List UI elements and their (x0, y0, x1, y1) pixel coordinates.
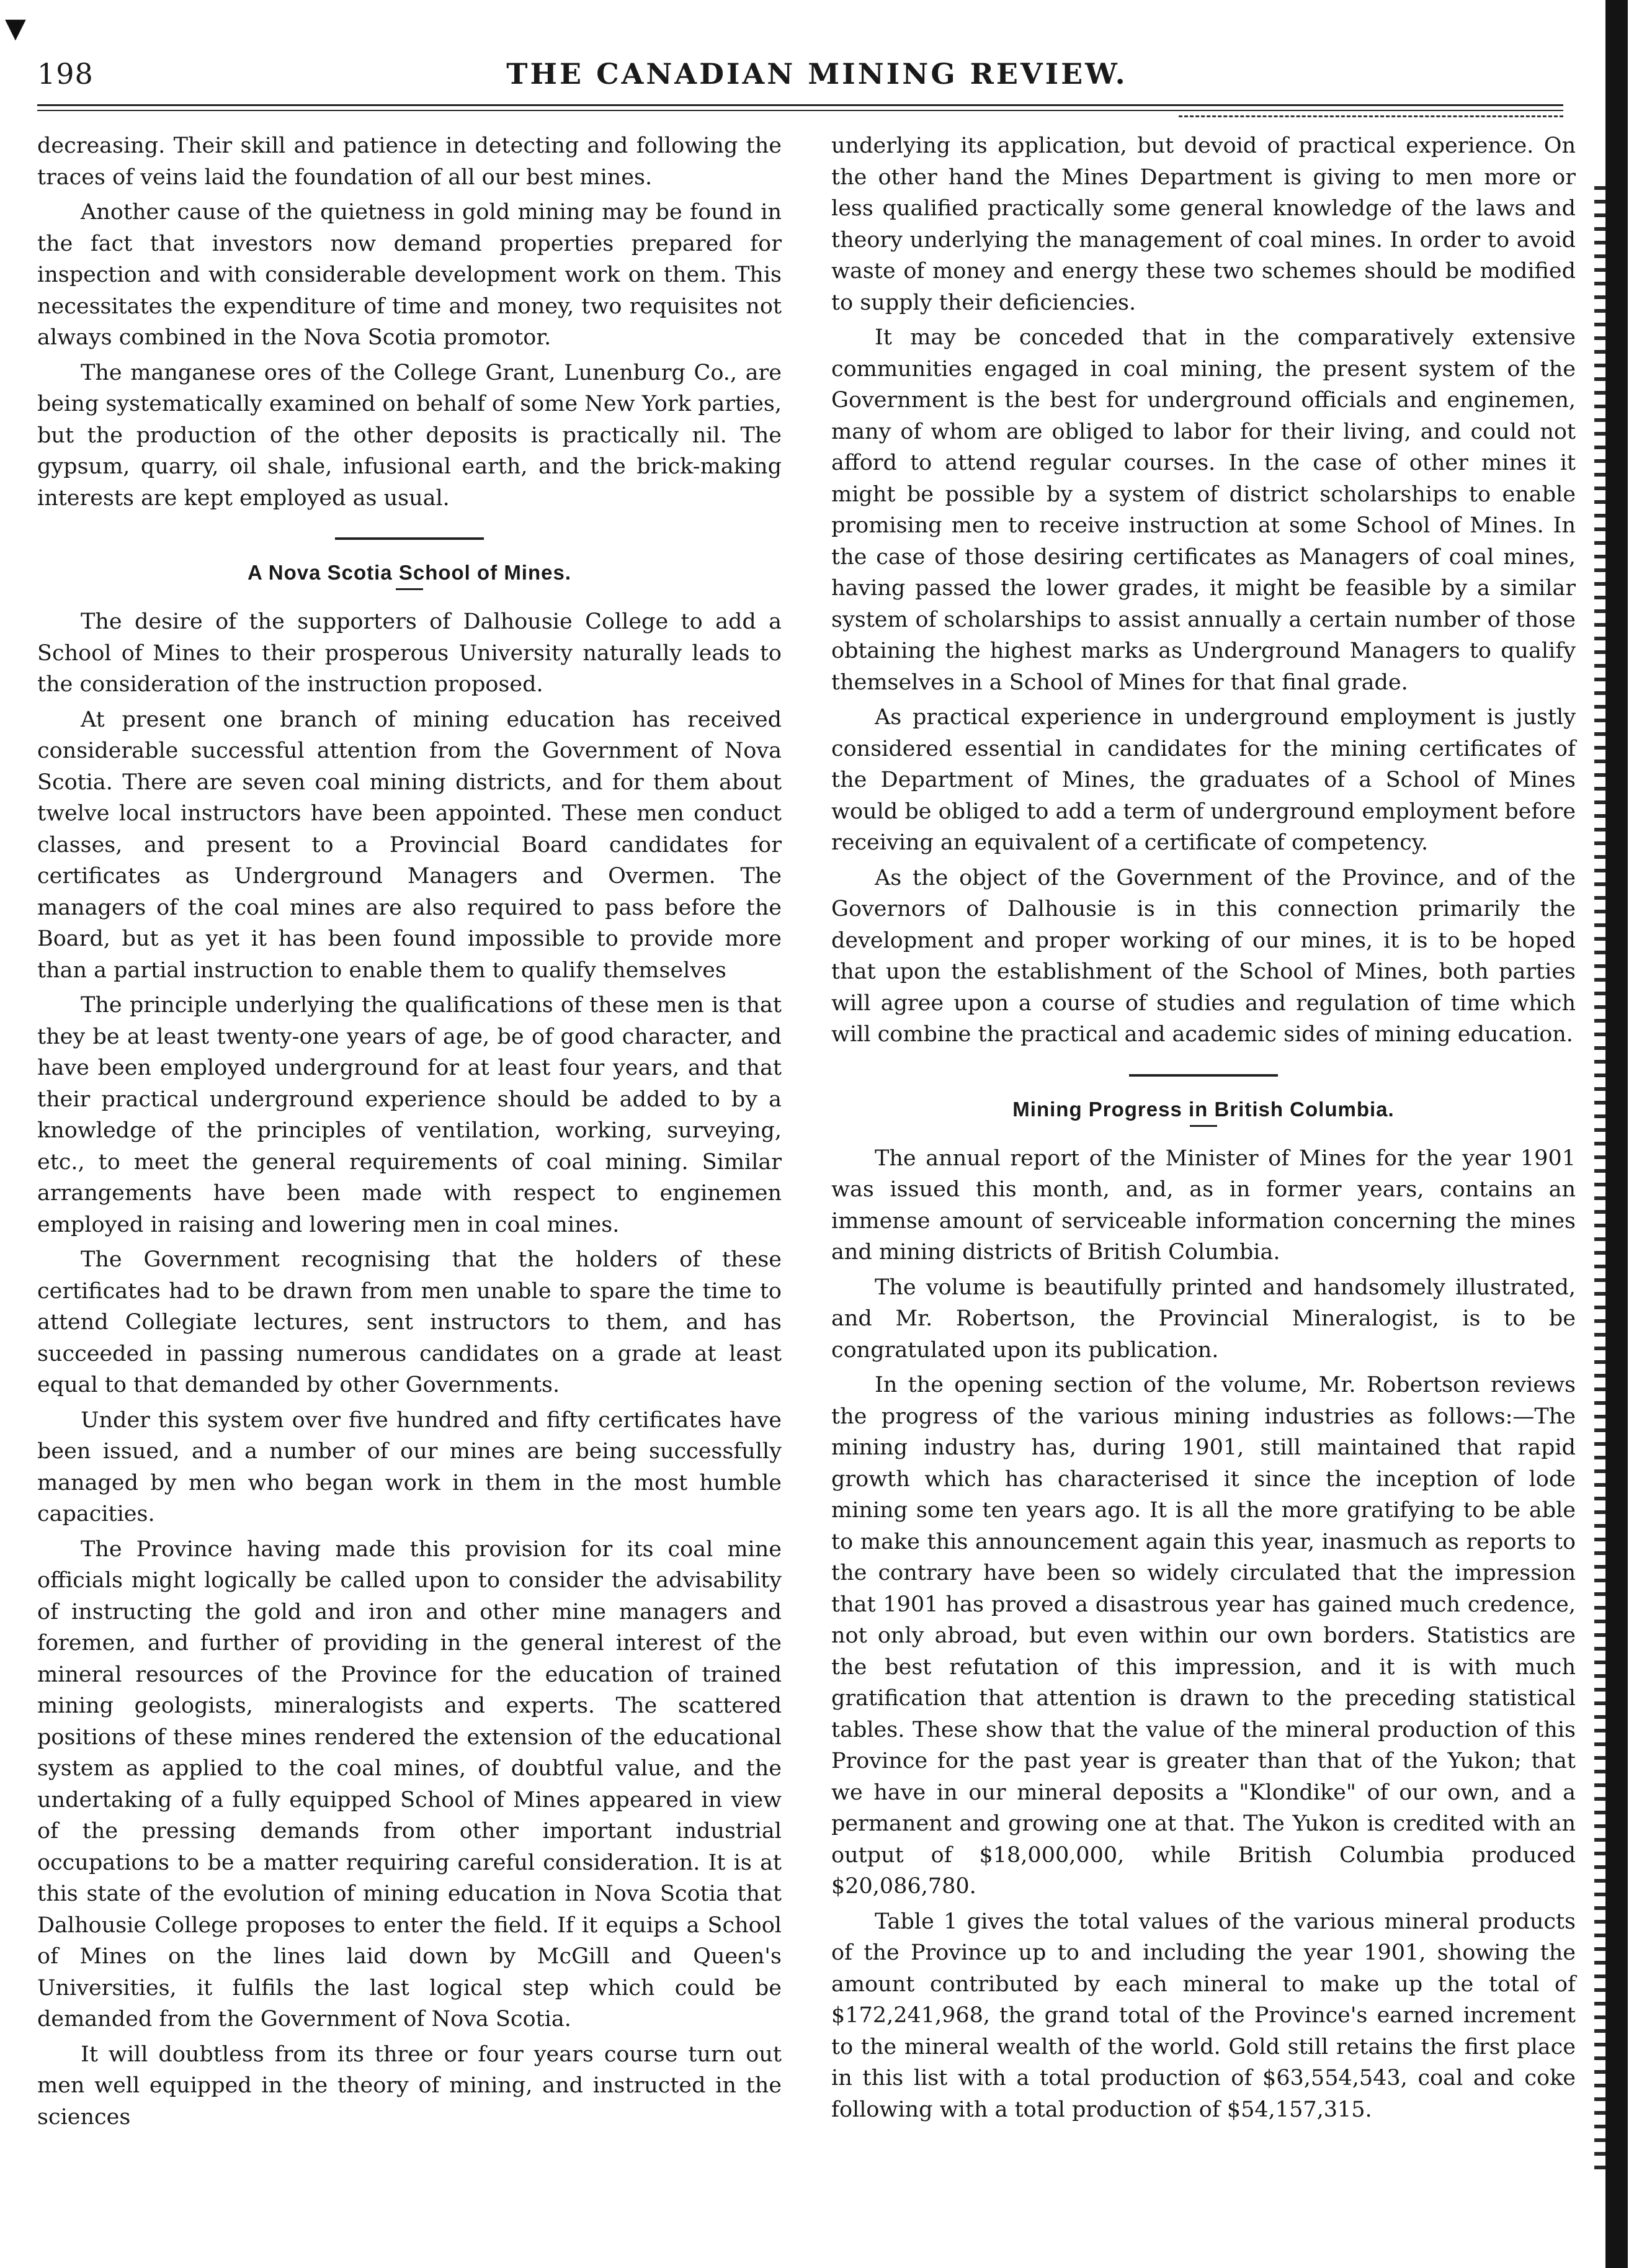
right-column (831, 130, 1576, 2129)
paragraph: Another cause of the quietness in gold mining may be found in the fact that investors now demand properties prepared for inspection and with considerable development work on them. This necessitates the expenditure of time and money, two requisites not always combined in the Nova Scotia promotor. (37, 200, 782, 350)
paragraph: The Province having made this provision for its coal mine officials might logically be called upon to consider the advisability of instructing the gold and iron and other mine managers and foremen, and further of providing in the general interest of the mineral resources of the Province for the education of trained mining geologists, mineralogists and experts. The scattered positions of these mines rendered the extension of the educational system as applied to the coal mines, of doubtful value, and the undertaking of a fully equipped School of Mines appeared in view of the pressing demands from other important industrial occupations to be a matter requiring careful consideration. It is at this state of the evolution of mining education in Nova Scotia that Dalhousie College proposes to enter the field. If it equips a School of Mines on the lines laid down by McGill and Queen's Universities, it fulfils the last logical step which could be demanded from the Government of Nova Scotia. (37, 1536, 782, 2032)
left-column (37, 130, 782, 2136)
section-heading: Mining Progress in British Columbia. (1012, 1097, 1395, 1121)
paragraph: The Government recognising that the holders of these certificates had to be drawn from men unable to spare the time to attend Collegiate lectures, sent instructors to them, and has succeeded in passing numerous candidates on a grade at least equal to that demanded by other Governments. (37, 1247, 782, 1397)
heading-dash (396, 588, 423, 590)
paragraph: As practical experience in underground employment is justly considered essential in candidates for the mining certificates of the Department of Mines, the graduates of a School of Mines would be obliged to add a term of underground employment before receiving an equivalent of a certificate of competency. (831, 705, 1576, 855)
paragraph: As the object of the Government of the Province, and of the Governors of Dalhousie is in this connection primarily the development and proper working of our mines, it is to be hoped that upon the establishment of the School of Mines, both parties will agree upon a course of studies and regulation of time which will combine the practical and academic sides of mining education. (831, 865, 1576, 1047)
paragraph: At present one branch of mining education has received considerable successful attention from the Government of Nova Scotia. There are seven coal mining districts, and for them about twelve local instructors have been appointed. These men conduct classes, and present to a Provincial Board candidates for certificates as Underground Managers and Overmen. The managers of the coal mines are also required to pass before the Board, but as yet it has been found impossible to provide more than a partial instruction to enable them to qualify themselves (37, 707, 782, 983)
paragraph: underlying its application, but devoid of practical experience. On the other hand the Mines Department is giving to men more or less qualified practically some general knowledge of the laws and theory underlying the management of coal mines. In order to avoid waste of money and energy these two schemes should be modified to supply their deficiencies. (831, 133, 1576, 315)
section-divider (335, 537, 484, 540)
paragraph: The principle underlying the qualifications of these men is that they be at least twenty-one years of age, be of good character, and have been employed underground for at least four years, and that their practical underground experience should be added to by a knowledge of the principles of ventilation, working, surveying, etc., to meet the general requirements of coal mining. Similar arrangements have been made with respect to enginemen employed in raising and lowering men in coal mines. (37, 993, 782, 1237)
paragraph: decreasing. Their skill and patience in detecting and following the traces of veins laid the foundation of all our best mines. (37, 133, 782, 190)
paragraph: It may be conceded that in the comparatively extensive communities engaged in coal mining, the present system of the Government is the best for underground officials and enginemen, many of whom are obliged to labor for their living, and could not afford to attend regular courses. In the case of other mines it might be possible by a system of district scholarships to enable promising men to receive instruction at some School of Mines. In the case of those desiring certificates as Managers of coal mines, having passed the lower grades, it might be feasible by a similar system of scholarships to assist annually a certain number of those obtaining the highest marks as Underground Managers to qualify themselves in a School of Mines for that final grade. (831, 325, 1576, 695)
page-edge-bar (1605, 0, 1628, 2268)
paragraph: The manganese ores of the College Grant, Lunenburg Co., are being systematically examined on behalf of some New York parties, but the production of the other deposits is practically nil. The gypsum, quarry, oil shale, infusional earth, and the brick-making interests are kept employed as usual. (37, 360, 782, 511)
header-rule (37, 104, 1563, 111)
heading-dash (1190, 1125, 1217, 1127)
paragraph: It will doubtless from its three or four years course turn out men well equipped in the theory of mining, and instructed in the sciences (37, 2042, 782, 2130)
paragraph: The annual report of the Minister of Mines for the year 1901 was issued this month, and, as in former years, contains an immense amount of serviceable information concerning the mines and mining districts of British Columbia. (831, 1145, 1576, 1265)
section-divider (1129, 1074, 1278, 1077)
paragraph: In the opening section of the volume, Mr. Robertson reviews the progress of the various mining industries as follows:—The mining industry has, during 1901, still maintained that rapid growth which has characterised it since the inception of lode mining some ten years ago. It is all the more gratifying to be able to make this announcement again this year, inasmuch as reports to the contrary have been so widely circulated that the impression that 1901 has proved a disastrous year has gained much credence, not only abroad, but even within our own borders. Statistics are the best refutation of this impression, and it is with much gratification that attention is drawn to the preceding statistical tables. These show that the value of the mineral production of this Province for the past year is greater than that of the Yukon; that we have in our mineral deposits a "Klondike" of our own, and a permanent and growing one at that. The Yukon is credited with an output of $18,000,000, while British Columbia produced $20,086,780. (831, 1373, 1576, 1899)
page-number: 198 (37, 57, 94, 91)
paragraph: The volume is beautifully printed and handsomely illustrated, and Mr. Robertson, the Provincial Mineralogist, is to be congratulated upon its publication. (831, 1275, 1576, 1363)
paragraph: The desire of the supporters of Dalhousie College to add a School of Mines to their prosperous University naturally leads to the consideration of the instruction proposed. (37, 609, 782, 697)
header-dashed-rule (1179, 115, 1563, 117)
paragraph: Under this system over five hundred and fifty certificates have been issued, and a number of our mines are being successfully managed by men who began work in them in the most humble capacities. (37, 1407, 782, 1526)
section-heading: A Nova Scotia School of Mines. (247, 561, 572, 584)
journal-title: THE CANADIAN MINING REVIEW. (506, 57, 1128, 91)
paragraph: Table 1 gives the total values of the various mineral products of the Province up to and including the year 1901, showing the amount contributed by each mineral to make up the total of $172,241,968, the grand total of the Province's earned increment to the mineral wealth of the world. Gold still retains the first place in this list with a total production of $63,554,543, coal and coke following with a total production of $54,157,315. (831, 1909, 1576, 2122)
corner-mark: ▼ (5, 12, 26, 44)
